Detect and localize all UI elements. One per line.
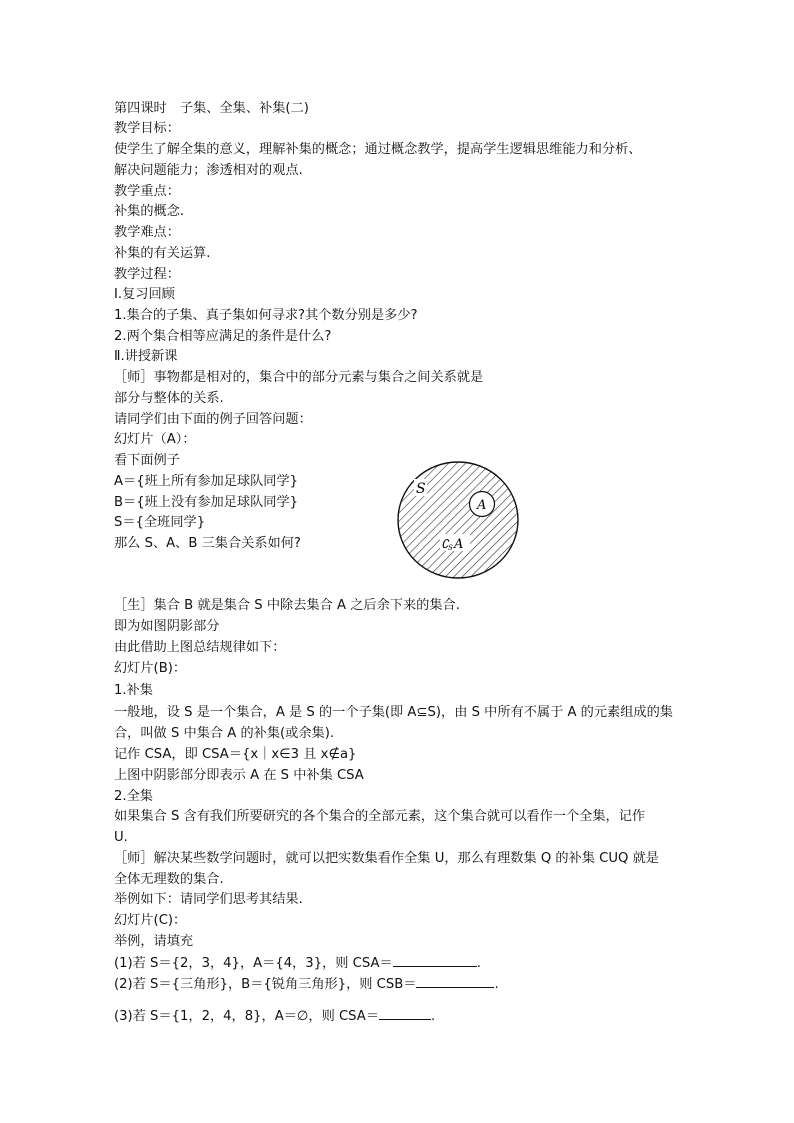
label-s: S [416, 481, 426, 497]
shaded-part: 即为如图阴影部分 [114, 619, 220, 634]
ask-example: 请同学们由下面的例子回答问题： [114, 412, 312, 427]
summarize: 由此借助上图总结规律如下： [114, 640, 286, 655]
review-heading: Ⅰ.复习回顾 [114, 287, 175, 302]
example-3-end: . [431, 1009, 436, 1024]
universal-definition-1: 如果集合 S 含有我们所要研究的各个集合的全部元素，这个集合就可以看作一个全集，记作 [114, 809, 646, 824]
example-3 [114, 1005, 435, 1027]
complement-notation: 记作 CSA，即 CSA＝{x｜x∈3 且 x∉a} [114, 747, 357, 762]
example-3-text: (3)若 S＝{1，2，4，8}，A＝∅，则 CSA＝ [114, 1009, 380, 1024]
slide-b-label: 幻灯片(B)： [114, 661, 187, 676]
complement-heading: 1.补集 [114, 683, 153, 698]
process-label: 教学过程： [114, 267, 180, 282]
set-s-definition: S＝{全班同学} [114, 515, 206, 530]
teacher-remark-1a: ［师］事物都是相对的，集合中的部分元素与集合之间关系就是 [114, 370, 484, 385]
difficulty-label: 教学难点： [114, 225, 180, 240]
complement-definition-2: 合，叫做 S 中集合 A 的补集(或余集). [114, 726, 335, 741]
shaded-note: 上图中阴影部分即表示 A 在 S 中补集 CSA [114, 768, 364, 783]
slide-c-label: 幻灯片(C)： [114, 913, 187, 928]
goals-label: 教学目标： [114, 121, 180, 136]
teacher-remark-1b: 部分与整体的关系. [114, 391, 224, 406]
universal-heading: 2.全集 [114, 789, 153, 804]
examples-intro: 举例如下：请同学们思考其结果. [114, 892, 303, 907]
label-complement-symbol: ∁ [441, 537, 449, 551]
see-example: 看下面例子 [114, 453, 180, 468]
lesson-title: 第四课时 子集、全集、补集(二) [114, 101, 309, 116]
teacher-remark-2b: 全体无理数的集合. [114, 872, 224, 887]
label-a: A [477, 498, 487, 513]
example-1-blank[interactable] [393, 952, 477, 967]
review-question-2: 2.两个集合相等应满足的条件是什么? [114, 329, 332, 344]
set-a-definition: A＝{班上所有参加足球队同学} [114, 474, 299, 489]
relation-question: 那么 S、A、B 三集合关系如何? [114, 536, 301, 551]
complement-definition-1: 一般地，设 S 是一个集合，A 是 S 的一个子集(即 A⊆S)，由 S 中所有不属于 A 的元素组成的集 [114, 705, 673, 720]
teacher-remark-2a: ［师］解决某些数学问题时，就可以把实数集看作全集 U，那么有理数集 Q 的补集 CUQ 就是 [114, 851, 659, 866]
slide-a-label: 幻灯片（A）： [114, 432, 196, 447]
fill-prompt: 举例，请填充 [114, 934, 194, 949]
label-complement-sub: S [448, 544, 453, 552]
example-2 [114, 973, 499, 995]
example-2-blank[interactable] [416, 973, 494, 988]
review-question-1: 1.集合的子集、真子集如何寻求?其个数分别是多少? [114, 308, 418, 323]
label-complement-a: A [454, 537, 464, 552]
set-b-definition: B＝{班上没有参加足球队同学} [114, 495, 299, 510]
key-text: 补集的概念. [114, 204, 185, 219]
venn-diagram [394, 458, 522, 582]
example-1-end: . [476, 956, 481, 971]
student-answer: ［生］集合 B 就是集合 S 中除去集合 A 之后余下来的集合. [114, 598, 460, 613]
difficulty-text: 补集的有关运算. [114, 246, 211, 261]
example-1 [114, 952, 481, 974]
key-label: 教学重点： [114, 184, 180, 199]
universal-definition-2: U. [114, 830, 128, 845]
new-lesson-heading: Ⅱ.讲授新课 [114, 349, 178, 364]
example-2-end: . [494, 977, 499, 992]
example-1-text: (1)若 S＝{2，3，4}，A＝{4，3}，则 CSA＝ [114, 956, 393, 971]
goals-text-2: 解决问题能力；渗透相对的观点. [114, 163, 303, 178]
example-3-blank[interactable] [379, 1005, 431, 1020]
goals-text-1: 使学生了解全集的意义，理解补集的概念；通过概念教学，提高学生逻辑思维能力和分析、 [114, 142, 642, 157]
example-2-text: (2)若 S＝{三角形}，B＝{锐角三角形}，则 CSB＝ [114, 977, 417, 992]
